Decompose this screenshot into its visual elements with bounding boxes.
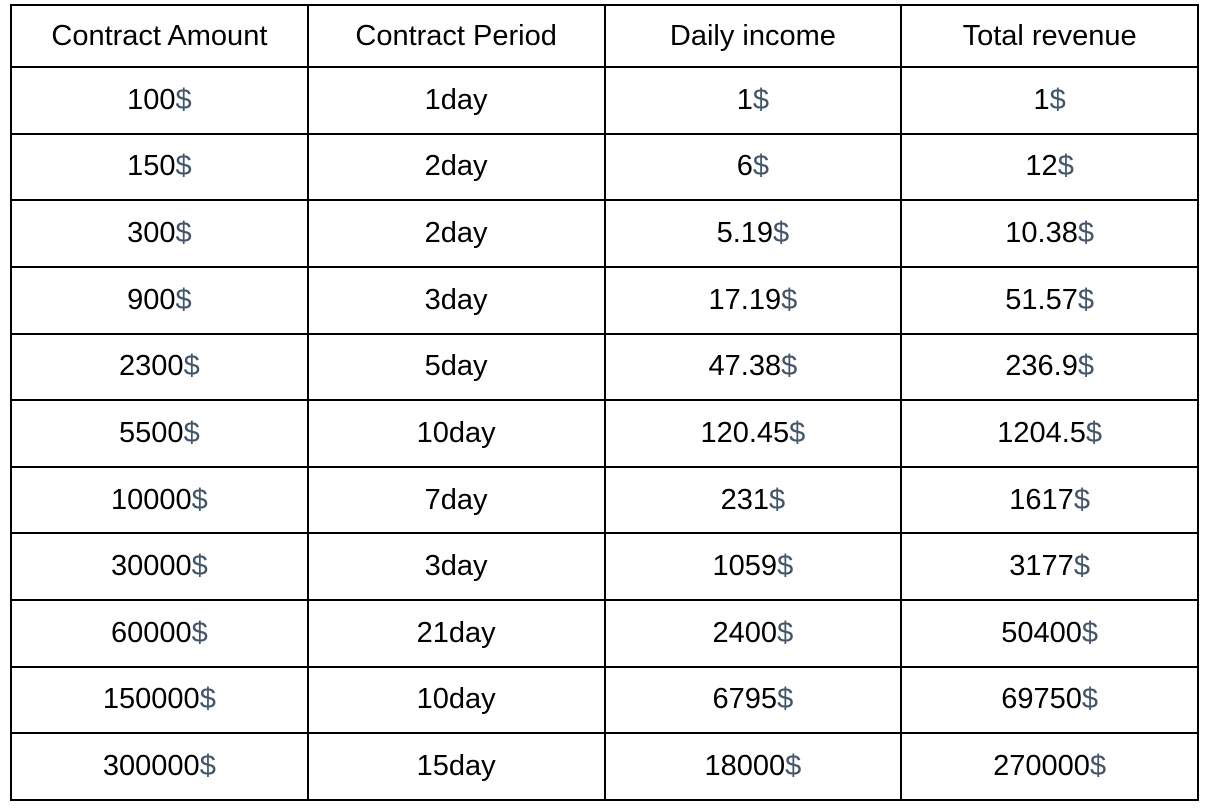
daily_income-value: 6795 [712,683,778,716]
table-header [11,5,1198,67]
amount-value: 5500 [119,416,184,449]
currency-symbol: $ [1081,683,1099,716]
currency-symbol: $ [773,217,790,250]
currency-symbol: $ [1057,150,1074,183]
daily-income-cell [605,267,902,334]
currency-symbol: $ [781,283,798,316]
contract-amount-cell [11,600,308,667]
total-revenue-cell [901,733,1198,800]
period-value: 2day [424,217,488,250]
total_revenue-value: 51.57 [1005,283,1078,316]
contract-period-cell [308,200,605,267]
currency-symbol: $ [781,350,798,383]
currency-symbol: $ [777,550,794,583]
daily_income-value: 6 [736,150,753,183]
daily-income-cell [605,467,902,534]
amount-value: 2300 [119,350,184,383]
currency-symbol: $ [1073,483,1090,516]
daily_income-value: 5.19 [716,217,774,250]
daily_income-value: 18000 [704,750,786,783]
total_revenue-value: 1 [1033,83,1050,116]
period-value: 7day [424,483,488,516]
total_revenue-value: 3177 [1009,550,1074,583]
daily-income-cell [605,200,902,267]
header-contract-amount: Contract Amount [11,5,308,67]
amount-value: 150 [127,150,176,183]
period-value: 3day [424,283,488,316]
currency-symbol: $ [175,150,192,183]
contract-amount-cell [11,533,308,600]
table-row [11,600,1198,667]
currency-symbol: $ [777,683,794,716]
header-contract-period: Contract Period [308,5,605,67]
currency-symbol: $ [183,416,200,449]
currency-symbol: $ [777,616,794,649]
currency-symbol: $ [752,83,770,116]
total-revenue-cell [901,600,1198,667]
contract-period-cell [308,134,605,201]
amount-value: 60000 [110,616,192,649]
total_revenue-value: 236.9 [1005,350,1078,383]
contract-period-cell [308,533,605,600]
contracts-table [10,4,1199,801]
contract-period-cell [308,467,605,534]
period-value: 3day [424,550,488,583]
daily-income-cell [605,600,902,667]
total-revenue-cell [901,134,1198,201]
contract-amount-cell [11,200,308,267]
currency-symbol: $ [175,217,192,250]
table-row [11,67,1198,134]
table-row [11,134,1198,201]
header-total-revenue: Total revenue [901,5,1198,67]
currency-symbol: $ [1073,550,1090,583]
amount-value: 30000 [110,550,192,583]
period-value: 1day [424,83,488,116]
currency-symbol: $ [1077,217,1094,250]
period-value: 2day [424,150,488,183]
total-revenue-cell [901,67,1198,134]
total_revenue-value: 69750 [1001,683,1082,716]
daily-income-cell [605,67,902,134]
contract-period-cell [308,267,605,334]
currency-symbol: $ [191,483,208,516]
total_revenue-value: 1204.5 [997,416,1086,449]
contract-period-cell [308,67,605,134]
currency-symbol: $ [199,750,216,783]
amount-value: 150000 [102,683,200,716]
amount-value: 300 [127,217,176,250]
currency-symbol: $ [1049,83,1066,116]
table-row [11,467,1198,534]
contract-period-cell [308,334,605,401]
period-value: 10day [416,416,496,449]
total_revenue-value: 1617 [1009,483,1074,516]
contract-amount-cell [11,267,308,334]
currency-symbol: $ [785,750,802,783]
daily_income-value: 1 [736,83,753,116]
table-row [11,334,1198,401]
table-row [11,667,1198,734]
contracts-table-container [10,4,1199,801]
total-revenue-cell [901,267,1198,334]
daily-income-cell [605,334,902,401]
total_revenue-value: 10.38 [1005,217,1078,250]
contract-period-cell [308,667,605,734]
daily_income-value: 47.38 [708,350,782,383]
total-revenue-cell [901,200,1198,267]
currency-symbol: $ [769,483,786,516]
table-row [11,400,1198,467]
table-row [11,533,1198,600]
currency-symbol: $ [1089,750,1107,783]
total-revenue-cell [901,467,1198,534]
currency-symbol: $ [175,283,192,316]
daily-income-cell [605,733,902,800]
total_revenue-value: 270000 [993,750,1090,783]
amount-value: 100 [127,83,176,116]
daily_income-value: 231 [720,483,769,516]
contract-amount-cell [11,400,308,467]
daily-income-cell [605,400,902,467]
period-value: 21day [416,616,496,649]
contract-amount-cell [11,134,308,201]
daily_income-value: 1059 [712,550,778,583]
currency-symbol: $ [1085,416,1103,449]
contract-amount-cell [11,667,308,734]
period-value: 5day [424,350,488,383]
daily-income-cell [605,134,902,201]
total_revenue-value: 12 [1025,150,1058,183]
currency-symbol: $ [191,550,208,583]
currency-symbol: $ [752,150,770,183]
period-value: 10day [416,683,496,716]
currency-symbol: $ [1077,283,1094,316]
currency-symbol: $ [789,416,806,449]
amount-value: 900 [127,283,176,316]
header-row [11,5,1198,67]
total-revenue-cell [901,533,1198,600]
table-body [11,67,1198,800]
currency-symbol: $ [199,683,216,716]
total_revenue-value: 50400 [1001,616,1082,649]
currency-symbol: $ [191,616,208,649]
contract-period-cell [308,400,605,467]
daily-income-cell [605,533,902,600]
header-daily-income: Daily income [605,5,902,67]
currency-symbol: $ [1081,616,1099,649]
total-revenue-cell [901,334,1198,401]
contract-amount-cell [11,733,308,800]
period-value: 15day [416,750,496,783]
daily_income-value: 17.19 [708,283,782,316]
daily_income-value: 120.45 [700,416,790,449]
table-row [11,200,1198,267]
contract-amount-cell [11,467,308,534]
amount-value: 10000 [110,483,192,516]
contract-period-cell [308,733,605,800]
contract-amount-cell [11,334,308,401]
currency-symbol: $ [183,350,200,383]
currency-symbol: $ [1077,350,1094,383]
daily_income-value: 2400 [712,616,778,649]
amount-value: 300000 [102,750,200,783]
total-revenue-cell [901,400,1198,467]
total-revenue-cell [901,667,1198,734]
contract-amount-cell [11,67,308,134]
table-row [11,267,1198,334]
currency-symbol: $ [175,83,192,116]
contract-period-cell [308,600,605,667]
daily-income-cell [605,667,902,734]
table-row [11,733,1198,800]
